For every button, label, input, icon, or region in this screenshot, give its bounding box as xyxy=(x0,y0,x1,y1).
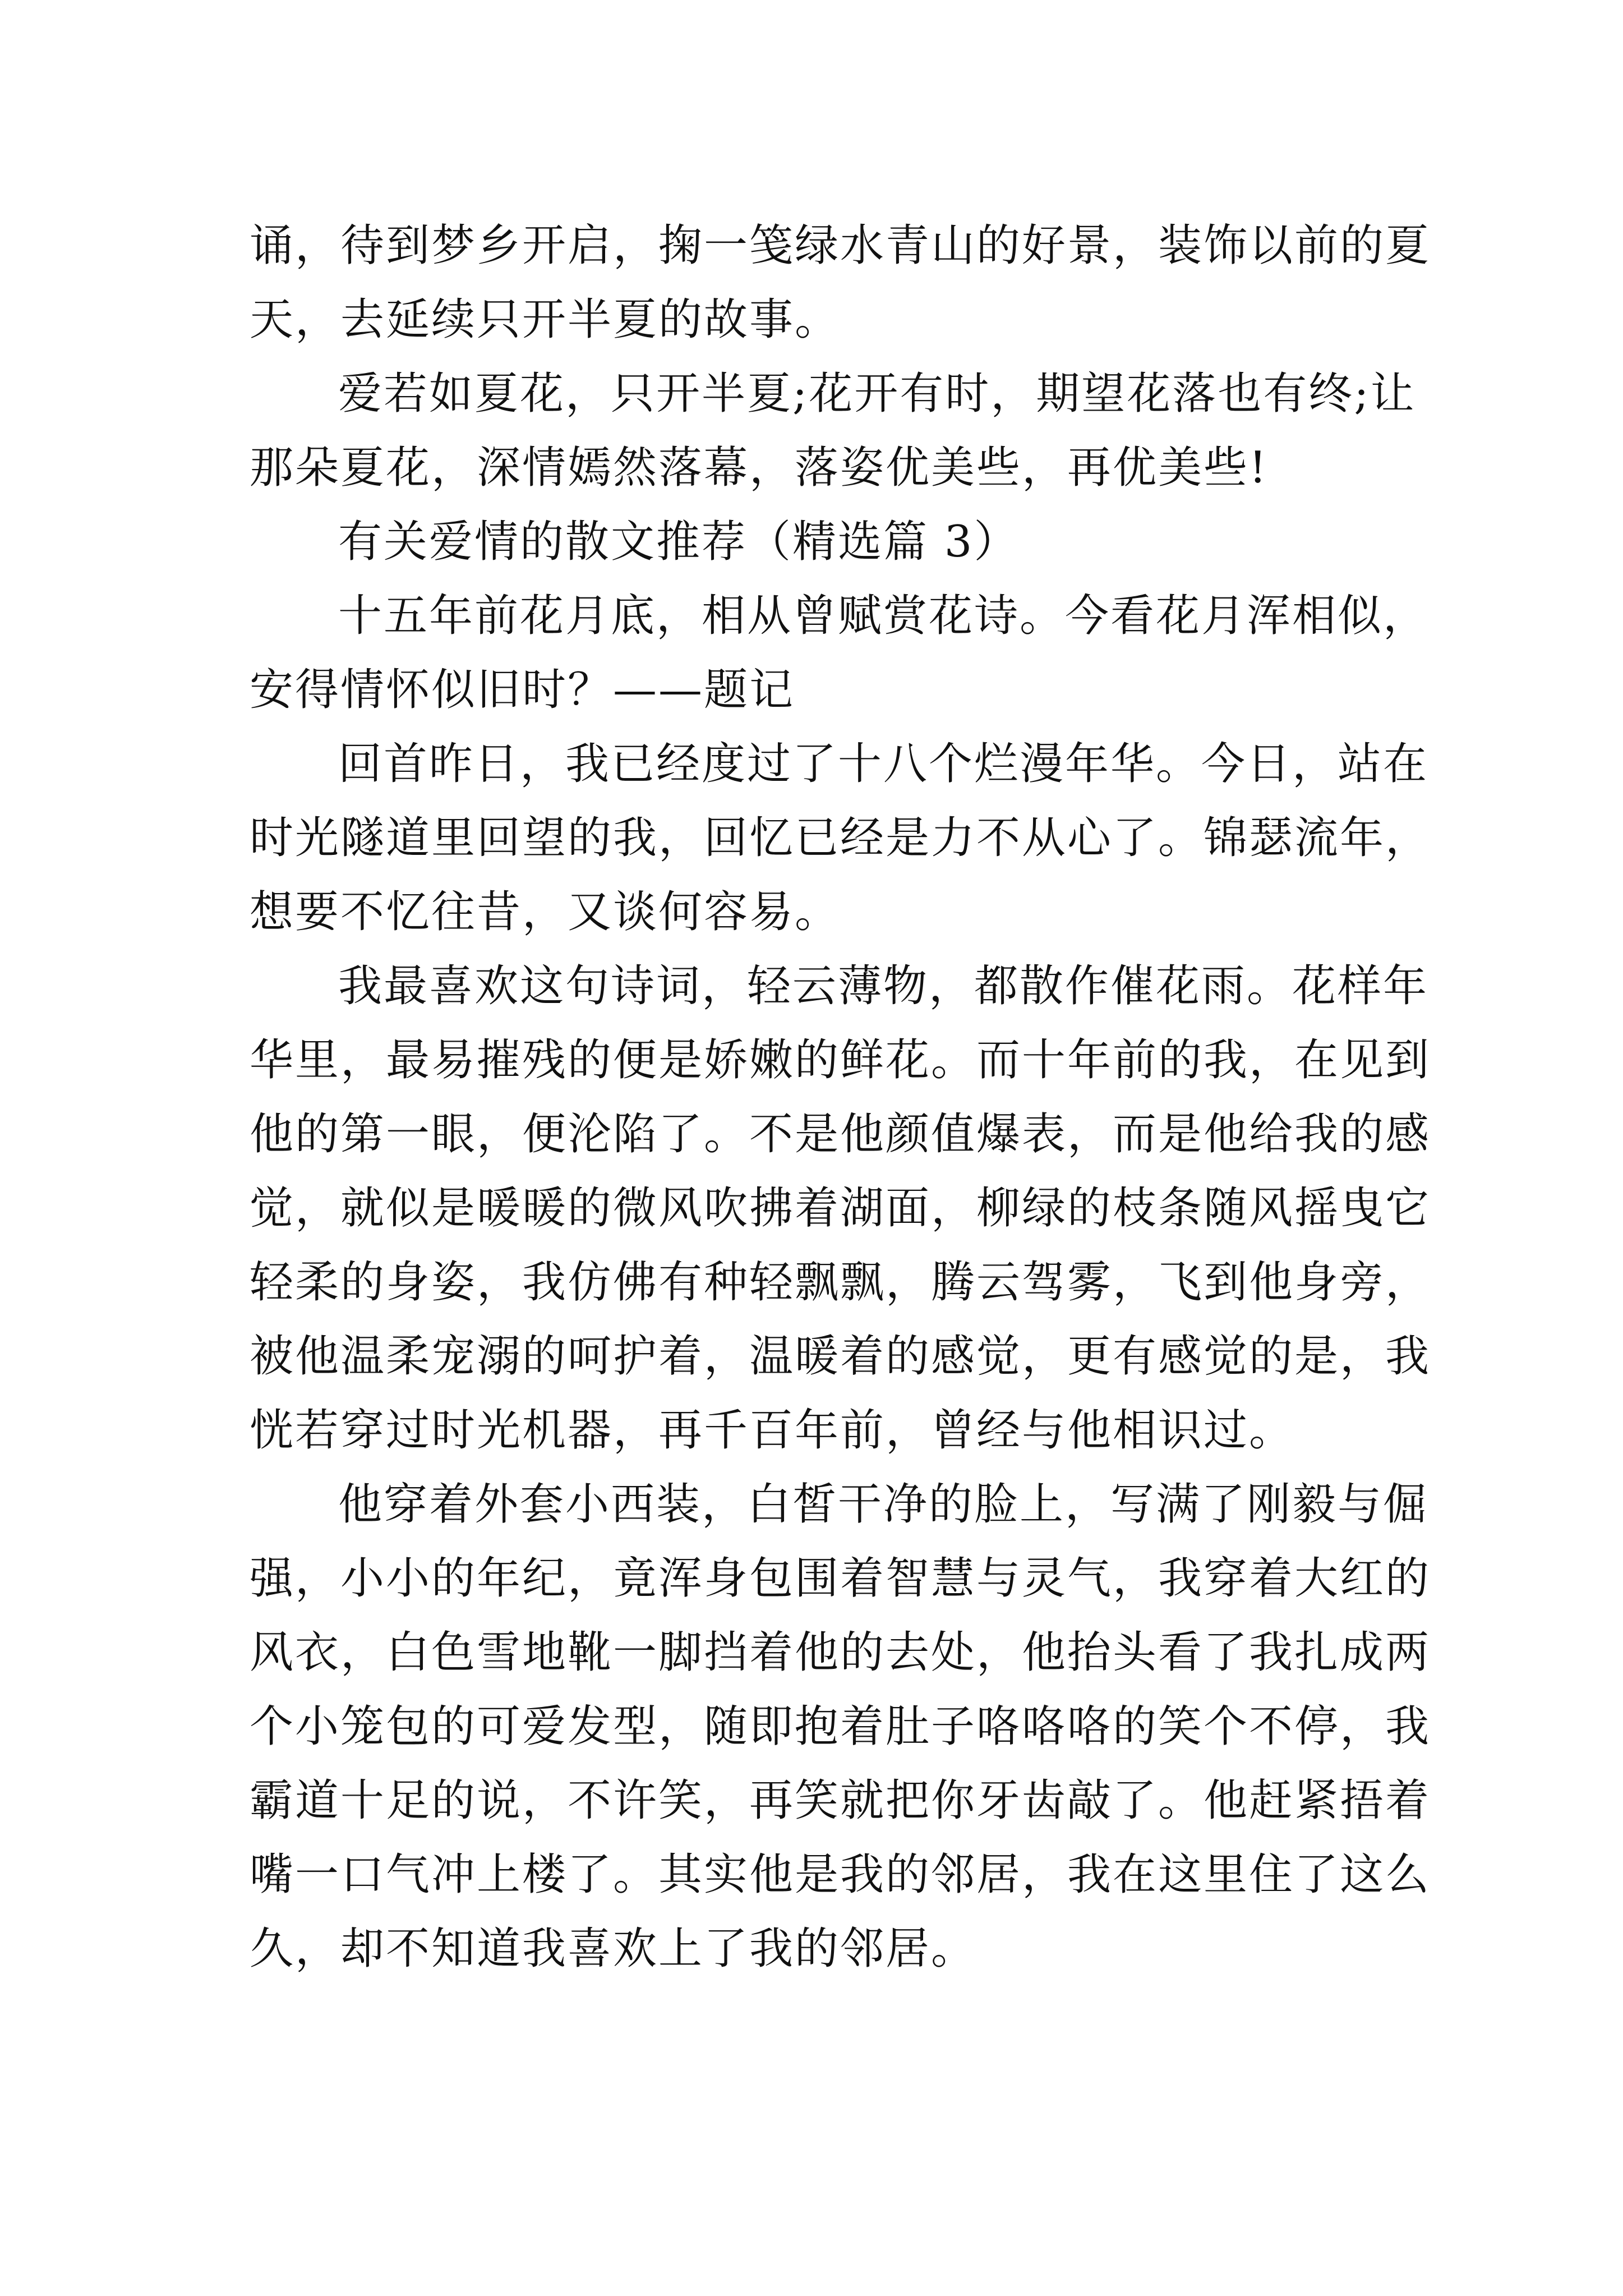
document-body xyxy=(250,209,1431,1986)
text-line: 华里，最易摧残的便是娇嫩的鲜花。而十年前的我，在见到 xyxy=(250,1035,1431,1085)
section-heading xyxy=(250,505,1399,579)
text-line: 他的第一眼，便沦陷了。不是他颜值爆表，而是他给我的感 xyxy=(250,1109,1431,1159)
epigraph xyxy=(250,579,1429,727)
paragraph-4 xyxy=(250,949,1431,1467)
text-line: 天，去延续只开半夏的故事。 xyxy=(250,295,841,345)
text-line: 久，却不知道我喜欢上了我的邻居。 xyxy=(250,1924,977,1974)
paragraph-2 xyxy=(250,357,1416,505)
section-heading-text: 有关爱情的散文推荐（精选篇 3） xyxy=(338,517,1020,567)
text-line: 强，小小的年纪，竟浑身包围着智慧与灵气，我穿着大红的 xyxy=(250,1553,1431,1604)
paragraph-1 xyxy=(250,209,1431,357)
text-line: 安得情怀似旧时？——题记 xyxy=(250,665,795,715)
text-line: 时光隧道里回望的我，回忆已经是力不从心了。锦瑟流年， xyxy=(250,813,1431,863)
text-line: 被他温柔宠溺的呵护着，温暖着的感觉，更有感觉的是，我 xyxy=(250,1331,1431,1382)
text-line: 个小笼包的可爱发型，随即抱着肚子咯咯咯的笑个不停，我 xyxy=(250,1701,1431,1752)
text-line: 回首昨日，我已经度过了十八个烂漫年华。今日，站在 xyxy=(338,739,1429,789)
text-line: 他穿着外套小西装，白皙干净的脸上，写满了刚毅与倔 xyxy=(338,1479,1429,1530)
text-line: 觉，就似是暖暖的微风吹拂着湖面，柳绿的枝条随风摇曳它 xyxy=(250,1183,1431,1234)
text-line: 嘴一口气冲上楼了。其实他是我的邻居，我在这里住了这么 xyxy=(250,1849,1431,1900)
text-line: 那朵夏花，深情嫣然落幕，落姿优美些，再优美些! xyxy=(250,443,1269,493)
text-line: 想要不忆往昔，又谈何容易。 xyxy=(250,887,841,937)
text-line: 霸道十足的说，不许笑，再笑就把你牙齿敲了。他赶紧捂着 xyxy=(250,1775,1431,1826)
text-line: 轻柔的身姿，我仿佛有种轻飘飘，腾云驾雾，飞到他身旁， xyxy=(250,1257,1431,1308)
text-line: 十五年前花月底，相从曾赋赏花诗。今看花月浑相似， xyxy=(338,591,1429,641)
text-line: 恍若穿过时光机器，再千百年前，曾经与他相识过。 xyxy=(250,1405,1295,1456)
text-line: 爱若如夏花，只开半夏;花开有时，期望花落也有终;让 xyxy=(338,369,1416,419)
text-line: 诵，待到梦乡开启，掬一笺绿水青山的好景，装饰以前的夏 xyxy=(250,220,1431,271)
paragraph-3 xyxy=(250,727,1431,949)
paragraph-5 xyxy=(250,1467,1431,1986)
text-line: 我最喜欢这句诗词，轻云薄物，都散作催花雨。花样年 xyxy=(338,961,1429,1011)
text-line: 风衣，白色雪地靴一脚挡着他的去处，他抬头看了我扎成两 xyxy=(250,1627,1431,1678)
